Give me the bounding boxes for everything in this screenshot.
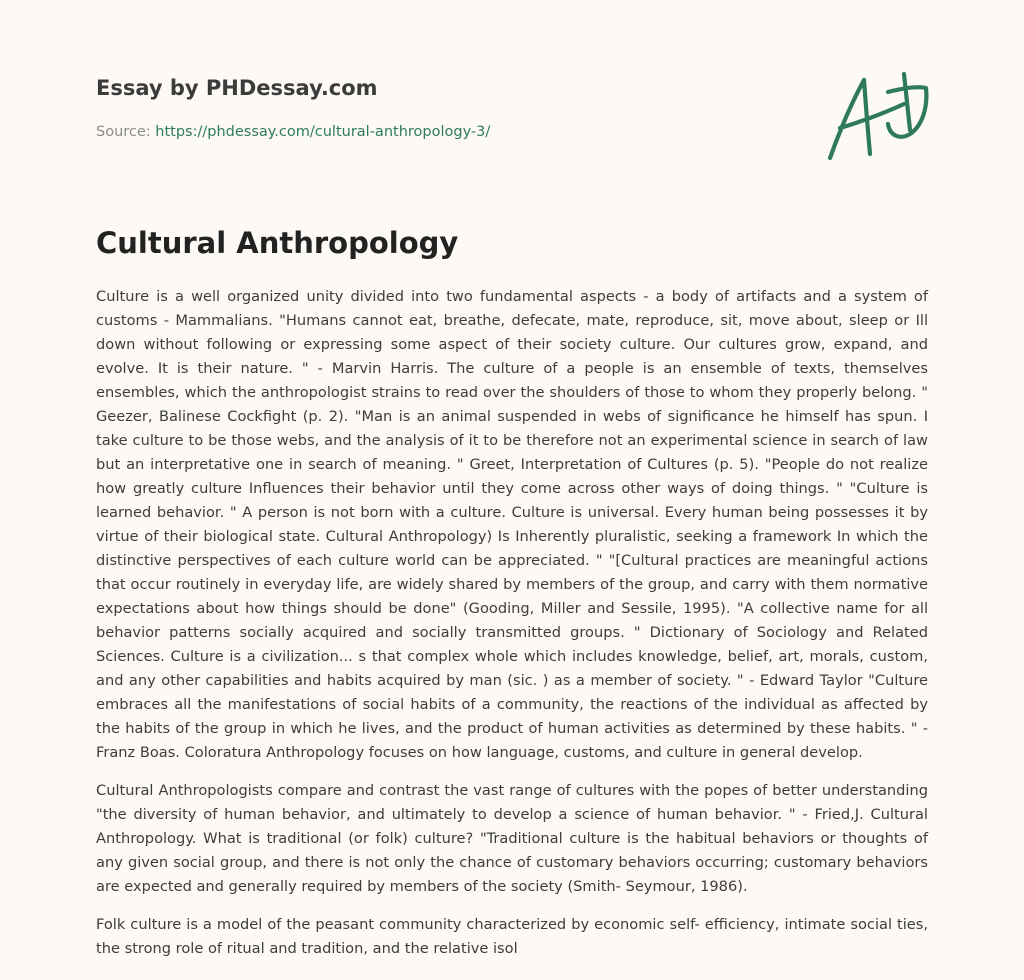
essay-paragraph: Cultural Anthropologists compare and contrast the vast range of cultures with the popes of better understanding "the diversity of human behavior, and ultimately to develop a science of human behavior. " - Fried,J. Cultural Anthropology. What is traditional (or folk) culture? "Traditional culture is the habitual behaviors or thoughts of any given social group, and there is not only the chance of customary behaviors occurring; customary behaviors are expected and generally required by members of the society (Smith- Seymour, 1986). — [96, 782, 928, 895]
source-line — [96, 124, 490, 140]
a-plus-logo-icon — [826, 68, 930, 164]
source-label: Source: — [96, 124, 151, 140]
essay-body — [96, 285, 928, 975]
document-title: Cultural Anthropology — [96, 226, 459, 260]
essay-paragraph: Culture is a well organized unity divided into two fundamental aspects - a body of artifacts and a system of customs - Mammalians. "Humans cannot eat, breathe, defecate, mate, reproduce, sit, move about, sleep or Ill down without following or expressing some aspect of their society culture. Our cultures grow, expand, and evolve. It is their nature. " - Marvin Harris. The culture of a people is an ensemble of texts, themselves ensembles, which the anthropologist strains to read over the shoulders of those to whom they properly belong. " Geezer, Balinese Cockfight (p. 2). "Man is an animal suspended in webs of significance he himself has spun. I take culture to be those webs, and the analysis of it to be therefore not an experimental science in search of law but an interpretative one in search of meaning. " Greet, Interpretation of Cultures (p. 5). "People do not realize how greatly culture Influences their behavior until they come across other ways of doing things. " "Culture is learned behavior. " A person is not born with a culture. Culture is universal. Every human being possesses it by virtue of their biological state. Cultural Anthropology) Is Inherently pluralistic, seeking a framework In which the distinctive perspectives of each culture world can be appreciated. " "[Cultural practices are meaningful actions that occur routinely in everyday life, are widely shared by members of the group, and carry with them normative expectations about how things should be done" (Gooding, Miller and Sessile, 1995). "A collective name for all behavior patterns socially acquired and socially transmitted groups. " Dictionary of Sociology and Related Sciences. Culture is a civilization... s that complex whole which includes knowledge, belief, art, morals, custom, and any other capabilities and habits acquired by man (sic. ) as a member of society. " - Edward Taylor "Culture embraces all the manifestations of social habits of a community, the reactions of the individual as affected by the habits of the group in which he lives, and the product of human activities as determined by these habits. " -Franz Boas. Coloratura Anthropology focuses on how language, customs, and culture in general develop. — [96, 288, 928, 761]
essay-paragraph: Folk culture is a model of the peasant community characterized by economic self- efficiency, intimate social ties, the strong role of ritual and tradition, and the relative isol — [96, 916, 928, 957]
site-header-title: Essay by PHDessay.com — [96, 76, 378, 100]
source-link[interactable]: https://phdessay.com/cultural-anthropology-3/ — [155, 124, 491, 140]
